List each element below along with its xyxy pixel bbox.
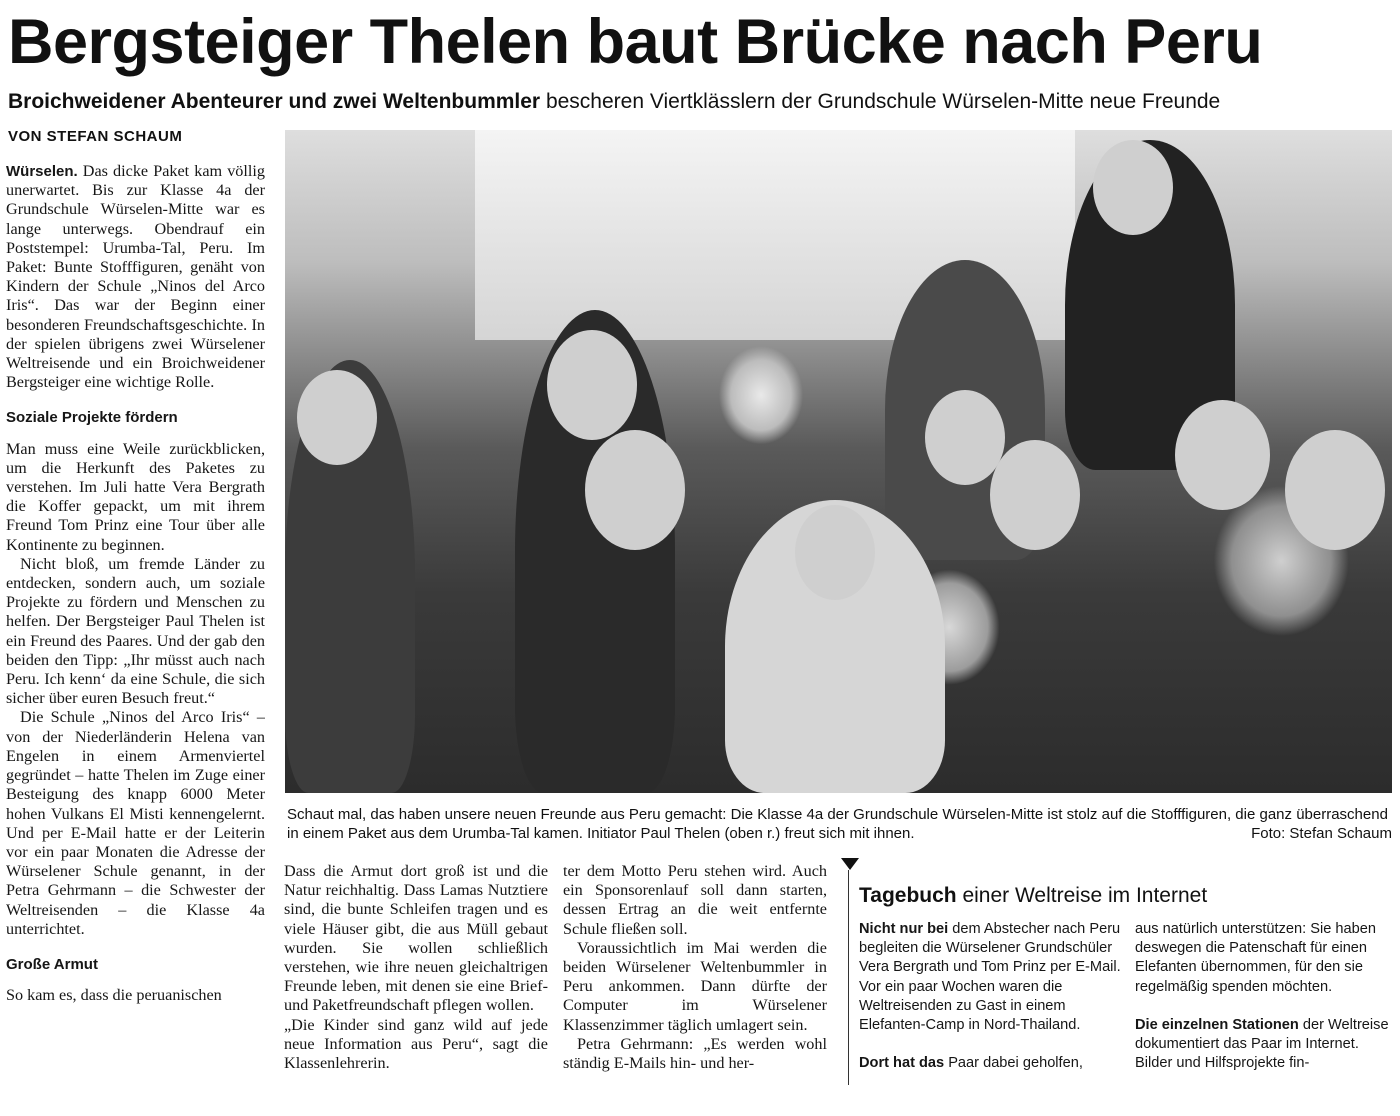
photo-face (297, 370, 377, 465)
sidebar-title-rest: einer Weltreise im Internet (956, 884, 1208, 907)
photo-face (547, 330, 637, 440)
photo-face (795, 505, 875, 600)
photo-face (1175, 400, 1270, 510)
subheading-soziale-projekte: Soziale Projekte fördern (6, 409, 178, 427)
paragraph-6: Dass die Armut dort groß ist und die Natur reichhaltig. Dass Lamas Nutztiere sind, die bunte Schleifen tragen und es viele Häuser gibt, die aus Müll gebaut wurden. Sie wollen schließlich verstehen, wie ihre neuen gleichaltrigen Freunde leben, mit denen sie eine Brief- und Paketfreundschaft pflegen wollen. (284, 862, 548, 1015)
sidebar-lead-2: Dort hat das (859, 1055, 945, 1072)
sidebar-paragraph-4 (1135, 1016, 1395, 1074)
photo-face (925, 390, 1005, 485)
sidebar-title-bold: Tagebuch (859, 884, 957, 907)
subheadline-rest: bescheren Viertklässlern der Grundschule Würselen-Mitte neue Freunde (540, 90, 1221, 113)
photo-face (990, 440, 1080, 550)
photo-face (1093, 140, 1173, 235)
article-column-1 (6, 162, 265, 1082)
paragraph-10: Petra Gehrmann: „Es werden wohl ständig E-Mails hin- und her- (563, 1034, 827, 1073)
sidebar-divider (848, 870, 849, 1085)
class-photo (285, 130, 1392, 793)
photo-face (585, 430, 685, 550)
paragraph-4: Die Schule „Ninos del Arco Iris“ – von der Niederländerin Helena van Engelen in einem Armenviertel gegründet – hatte Thelen im Zuge einer Besteigung des knapp 6000 Meter hohen Vulkans El Misti kennengelernt. Und per E-Mail hatte er der Leiterin vor ein paar Monaten die Adresse der Würselener Schule genannt, in der Petra Gehrmann – die Schwester der Weltreisenden – die Klasse 4a unterrichtet. (6, 708, 265, 938)
paragraph-2: Man muss eine Weile zurückblicken, um die Herkunft des Paketes zu verstehen. Im Juli hatte Vera Bergrath die Koffer gepackt, um mit ihrem Freund Tom Prinz eine Tour über alle Kontinente zu beginnen. (6, 439, 265, 554)
sidebar-paragraph-1 (859, 920, 1121, 1035)
dateline: Würselen. (6, 163, 78, 180)
sidebar-marker-triangle (841, 858, 859, 870)
paragraph-intro-text: Das dicke Paket kam völlig unerwartet. Bis zur Klasse 4a der Grundschule Würselen-Mitte war es lange unterwegs. Obendrauf ein Poststempel: Urumba-Tal, Peru. Im Paket: Bunte Stofffiguren, genäht von Kindern der Schule „Ninos del Arco Iris“. Das war der Beginn einer besonderen Freundschaftsgeschichte. In der spielen übrigens zwei Würselener Weltreisende und ein Broichweidener Bergsteiger eine wichtige Rolle. (6, 162, 265, 392)
paragraph-5: So kam es, dass die peruanischen (6, 986, 222, 1005)
byline: VON STEFAN SCHAUM (8, 128, 183, 145)
article-column-2 (284, 862, 548, 1084)
sidebar-text-4: der Weltreise dokumentiert das Paar im Internet. Bilder und Hilfsprojekte fin- (1135, 1016, 1389, 1072)
sidebar-text-1: dem Abstecher nach Peru begleiten die Würselener Grundschüler Vera Bergrath und Tom Prinz per E-Mail. Vor ein paar Wochen waren die Weltreisenden zu Gast in einem Elefanten-Camp in Nord-Thailand. (859, 921, 1121, 1034)
sidebar-lead-4: Die einzelnen Stationen (1135, 1016, 1299, 1033)
photo-caption-text: Schaut mal, das haben unsere neuen Freunde aus Peru gemacht: Die Klasse 4a der Grundschule Würselen-Mitte ist stolz auf die Stofffiguren, die ganz überraschend in einem Paket aus dem Urumba-Tal kamen. Initiator Paul Thelen (oben r.) freut sich mit ihnen. (287, 806, 1388, 842)
sidebar-paragraph-3: aus natürlich unterstützen: Sie haben deswegen die Patenschaft für einen Elefanten übernommen, für den sie regelmäßig spenden möchten. (1135, 921, 1376, 995)
paragraph-8: ter dem Motto Peru stehen wird. Auch ein Sponsorenlauf soll dann starten, dessen Ertrag an die weit entfernte Schule fließen soll. (563, 862, 827, 938)
sidebar-column-1 (859, 920, 1121, 1085)
sidebar-title (859, 884, 1207, 908)
article-subheadline (8, 88, 1398, 116)
paragraph-9: Voraussichtlich im Mai werden die beiden Würselener Weltenbummler in Peru ankommen. Dann dürfte der Computer im Würselener Klassenzimmer täglich umlagert sein. (563, 938, 827, 1034)
paragraph-3: Nicht bloß, um fremde Länder zu entdecken, sondern auch, um soziale Projekte zu fördern und Menschen zu helfen. Der Bergsteiger Paul Thelen ist ein Freund des Paares. Und der gab den beiden den Tipp: „Ihr müsst auch nach Peru. Ich kenn‘ da eine Schule, die sich sicher über euren Besuch freut.“ (6, 554, 265, 708)
page-cutoff (0, 1086, 1400, 1116)
sidebar-text-2: Paar dabei geholfen, (944, 1055, 1083, 1072)
article-headline: Bergsteiger Thelen baut Brücke nach Peru (8, 7, 1263, 77)
photo-face (1285, 430, 1385, 550)
paragraph-7: „Die Kinder sind ganz wild auf jede neue Information aus Peru“, sagt die Klassenlehrerin. (284, 1015, 548, 1073)
article-column-3 (563, 862, 827, 1084)
subheading-grosse-armut: Große Armut (6, 955, 98, 973)
sidebar-paragraph-2 (859, 1054, 1121, 1073)
photo-credit: Foto: Stefan Schaum (1251, 825, 1392, 842)
paragraph-intro (6, 162, 265, 392)
sidebar-column-2 (1135, 920, 1395, 1085)
subheadline-bold: Broichweidener Abenteurer und zwei Weltenbummler (8, 90, 541, 113)
photo-caption (287, 805, 1392, 843)
sidebar-lead-1: Nicht nur bei (859, 921, 949, 937)
